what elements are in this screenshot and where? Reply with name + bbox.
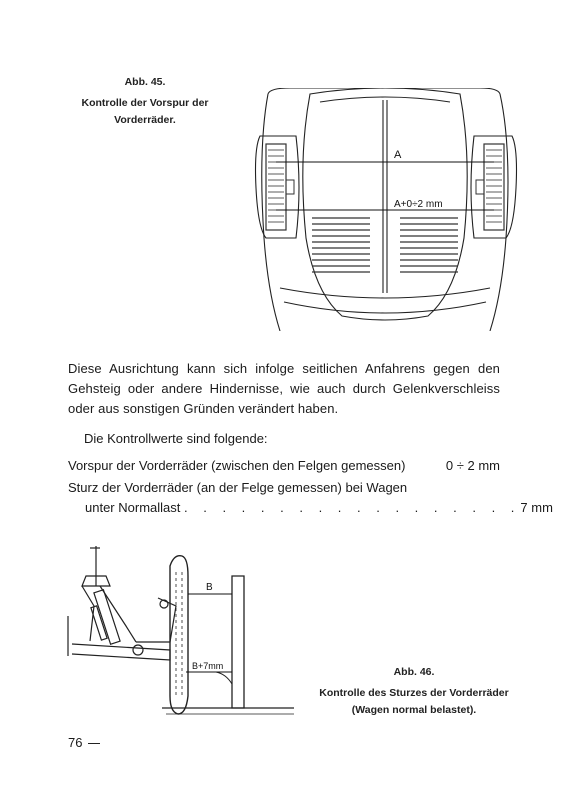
figure-46-caption-block: [316, 664, 512, 719]
spec-camber-value: 7 mm: [520, 500, 553, 515]
spec-camber-leader-dots: . . . . . . . . . . . . . . . . . .: [184, 500, 521, 515]
dimension-b-plus-label: B+7mm: [192, 661, 224, 671]
spec-camber-label: Sturz der Vorderräder (an der Felge gemessen) bei Wagen: [68, 480, 408, 495]
figure-46-camber-diagram: [66, 546, 306, 718]
spec-camber: [68, 478, 553, 518]
spec-toe-value: 0 ÷ 2 mm: [445, 458, 500, 473]
control-values-intro: Die Kontrollwerte sind folgende:: [84, 431, 268, 446]
figure-45-label: Abb. 45.: [124, 76, 166, 88]
figure-46-label: Abb. 46.: [393, 666, 435, 678]
figure-45-caption: Kontrolle der Vorspur der Vorderräder.: [81, 97, 209, 126]
page-number-dash: [88, 743, 100, 744]
figure-45-caption-block: [50, 74, 240, 129]
spec-camber-label-cont: unter Normallast: [85, 500, 181, 515]
dimension-b-label: B: [206, 582, 213, 593]
page-number-block: [68, 733, 100, 753]
figure-45-toe-diagram: [250, 88, 520, 331]
spec-toe-label: Vorspur der Vorderräder (zwischen den Felgen gemessen): [68, 458, 406, 473]
figure-46-caption: Kontrolle des Sturzes der Vorderräder (Wagen normal belastet).: [319, 687, 509, 716]
page-number: 76: [68, 735, 83, 750]
body-paragraph: Diese Ausrichtung kann sich infolge seitlichen Anfahrens gegen den Gehsteig oder andere Hindernisse, wie auch durch Gelenkverschleiss oder aus sonstigen Gründen verändert haben.: [68, 361, 500, 416]
dimension-a-label: A: [394, 149, 402, 161]
dimension-a-plus-label: A+0÷2 mm: [394, 199, 443, 210]
spec-toe: [68, 456, 500, 476]
